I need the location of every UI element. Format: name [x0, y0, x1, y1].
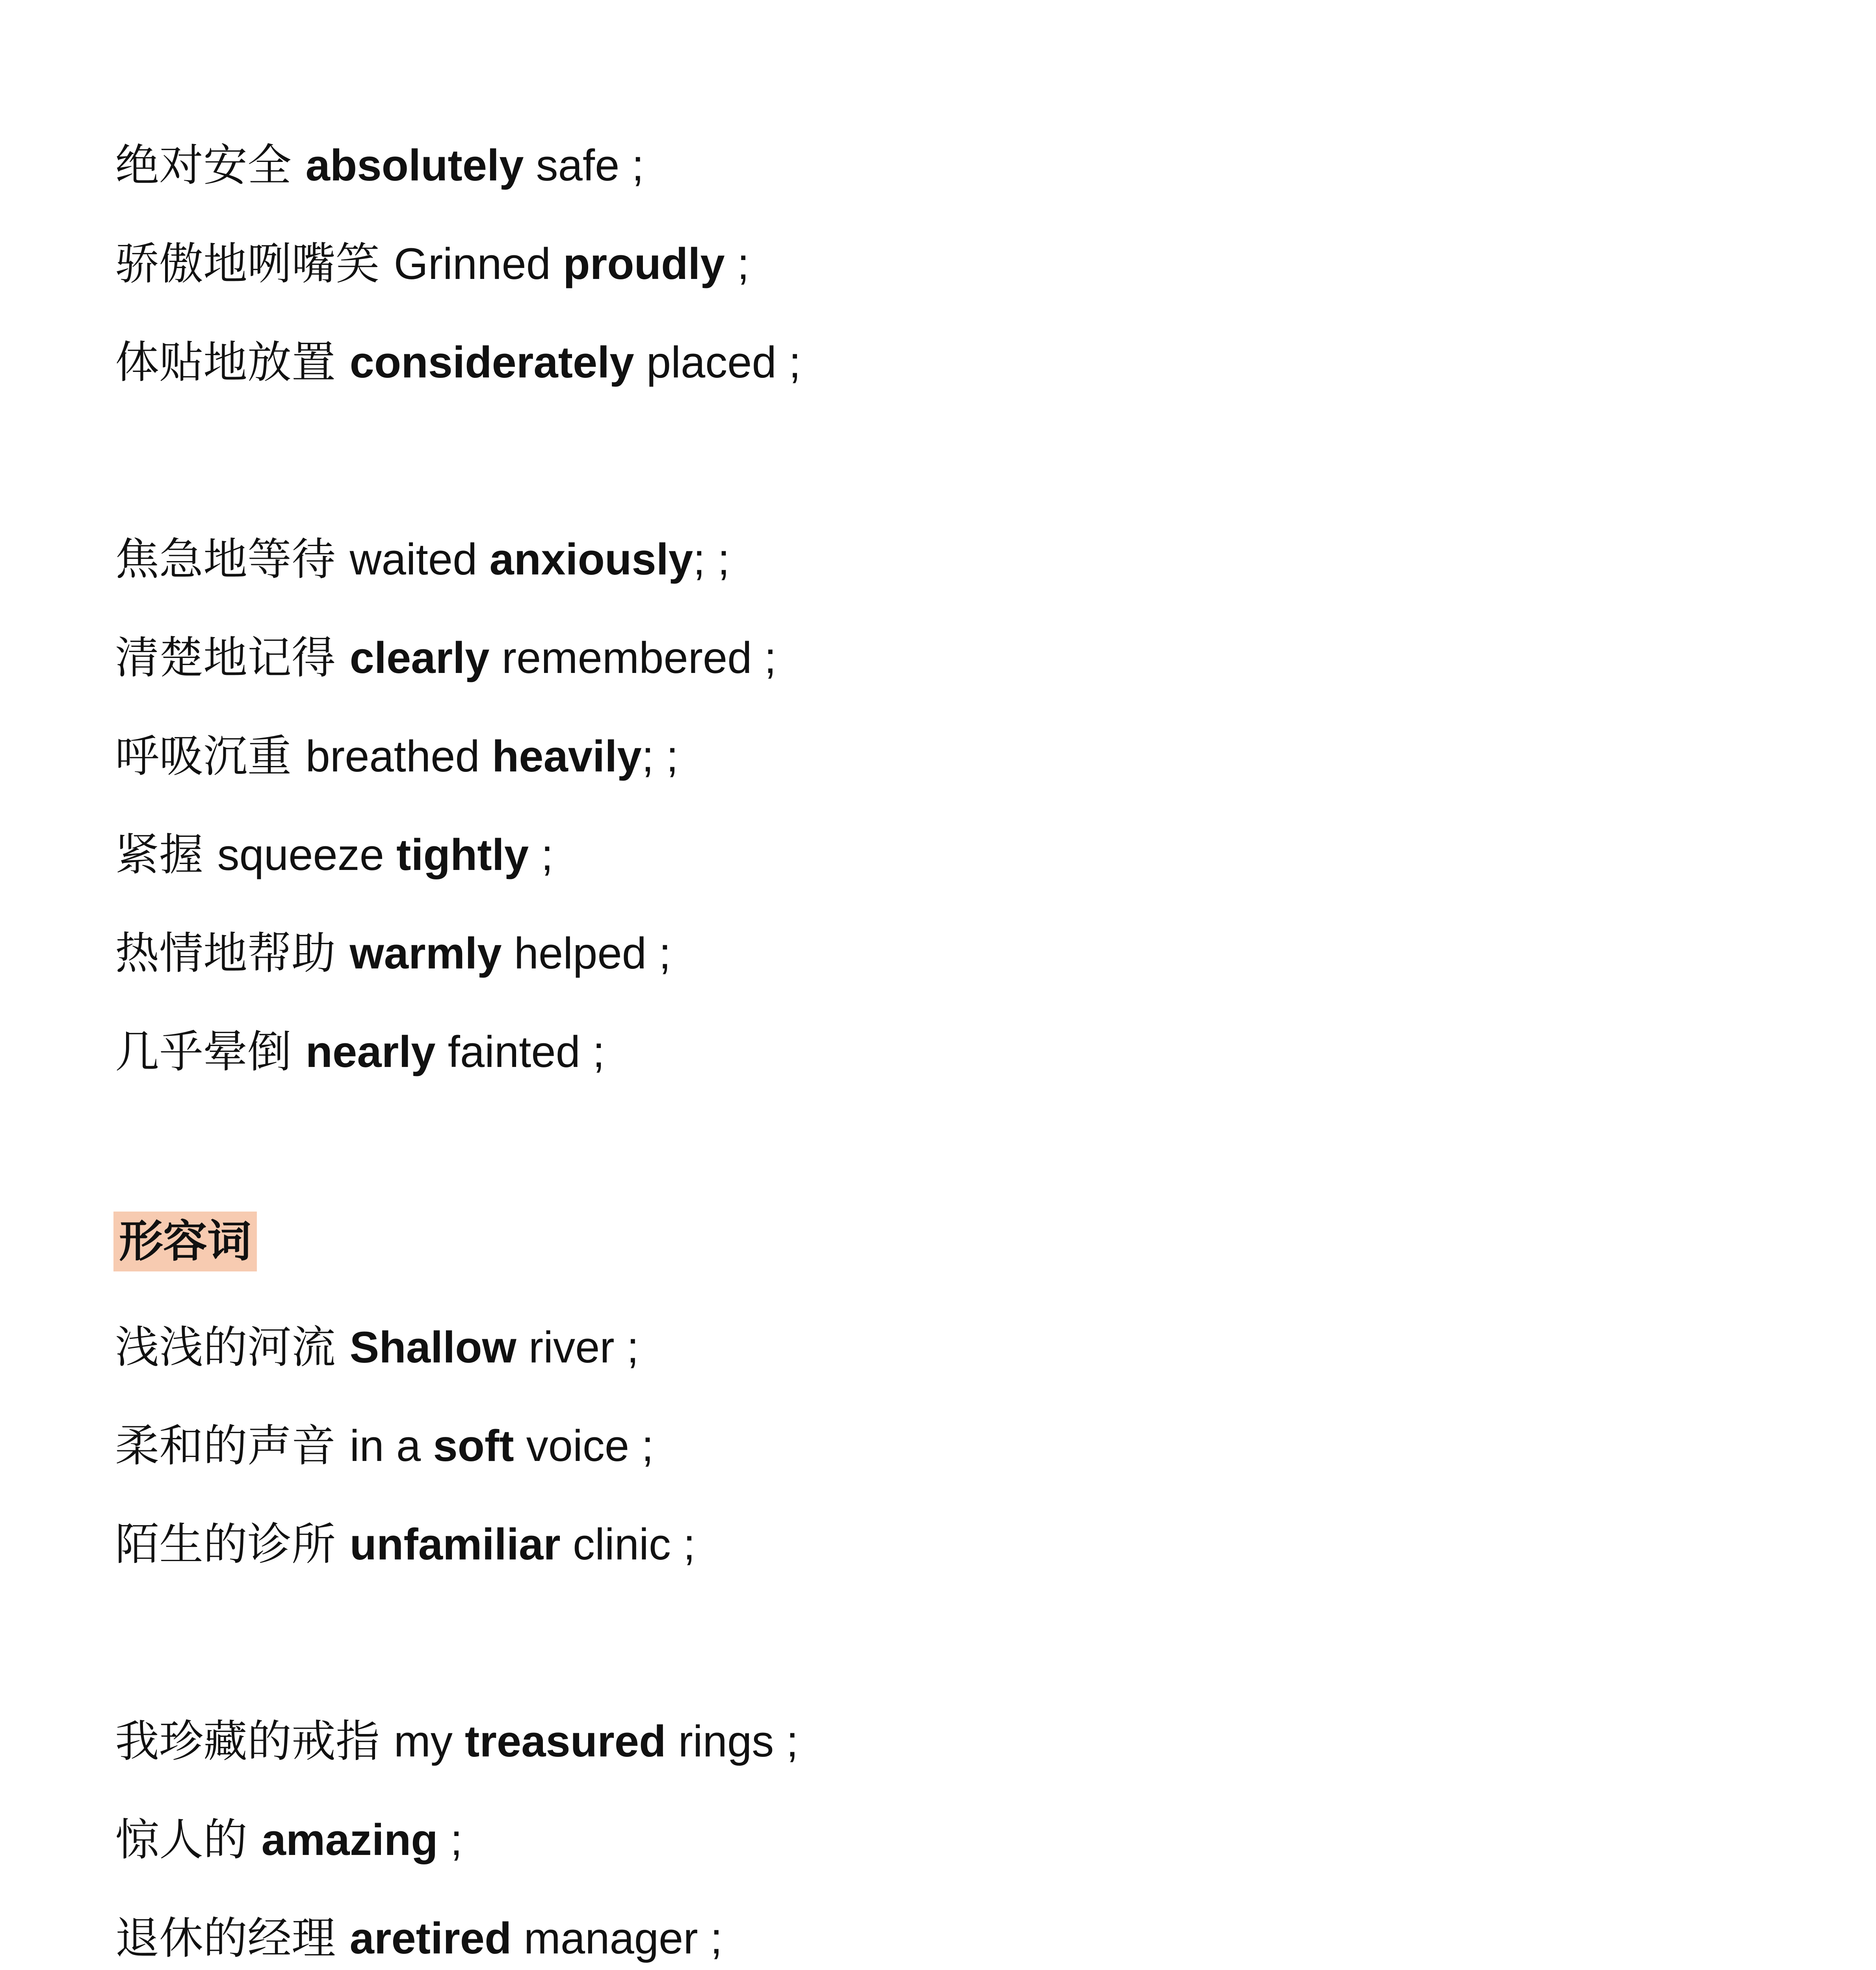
phrase-keyword: tightly: [396, 830, 529, 879]
phrase-english-after: ; ;: [693, 535, 730, 584]
phrase-chinese: 焦急地等待: [115, 534, 350, 585]
phrase-line: [115, 1517, 695, 1572]
phrase-english-after: remembered ;: [489, 633, 776, 682]
phrase-english-after: river ;: [516, 1323, 639, 1372]
phrase-keyword: warmly: [349, 929, 502, 978]
phrase-english-after: safe ;: [524, 141, 644, 190]
phrase-english-after: ;: [529, 830, 554, 879]
phrase-chinese: 浅浅的河流: [115, 1322, 350, 1373]
phrase-keyword: anxiously: [489, 535, 693, 584]
phrase-keyword: treasured: [465, 1717, 666, 1766]
phrase-english-before: breathed: [305, 732, 492, 781]
phrase-chinese: 骄傲地咧嘴笑: [115, 238, 394, 290]
phrase-chinese: 清楚地记得: [115, 632, 350, 684]
phrase-keyword: considerately: [349, 338, 634, 387]
phrase-chinese: 陌生的诊所: [115, 1519, 350, 1570]
section-heading: 形容词: [113, 1212, 257, 1271]
phrase-chinese: 惊人的: [115, 1814, 262, 1866]
phrase-chinese: 退休的经理: [115, 1913, 350, 1964]
phrase-line: [115, 926, 671, 981]
phrase-line: [115, 827, 553, 883]
phrase-keyword: Shallow: [349, 1323, 516, 1372]
phrase-line: [115, 1418, 654, 1474]
phrase-line: [115, 1320, 639, 1375]
phrase-english-after: ; ;: [641, 732, 679, 781]
phrase-english-before: in a: [349, 1421, 433, 1470]
phrase-english-after: clinic ;: [560, 1520, 696, 1569]
phrase-chinese: 呼吸沉重: [115, 731, 306, 782]
phrase-english-after: fainted ;: [435, 1027, 605, 1076]
phrase-line: [115, 532, 730, 587]
phrase-english-after: placed ;: [634, 338, 801, 387]
phrase-keyword: proudly: [563, 239, 725, 288]
phrase-chinese: 柔和的声音: [115, 1420, 350, 1472]
phrase-chinese: 绝对安全: [115, 140, 306, 191]
phrase-english-after: ;: [724, 239, 750, 288]
phrase-keyword: unfamiliar: [349, 1520, 561, 1569]
phrase-english-before: Grinned: [394, 239, 563, 288]
phrase-line: [115, 1714, 799, 1769]
phrase-english-before: my: [394, 1717, 465, 1766]
phrase-english-after: manager ;: [511, 1914, 723, 1963]
phrase-line: [115, 138, 644, 193]
phrase-line: [115, 236, 749, 292]
phrase-keyword: clearly: [349, 633, 490, 682]
phrase-keyword: absolutely: [305, 141, 524, 190]
phrase-chinese: 体贴地放置: [115, 337, 350, 388]
phrase-line: [115, 335, 801, 390]
phrase-chinese: 几乎晕倒: [115, 1026, 306, 1078]
phrase-chinese: 紧握: [115, 829, 217, 881]
phrase-line: [115, 729, 678, 784]
phrase-english-after: helped ;: [502, 929, 671, 978]
phrase-line: [115, 1024, 605, 1080]
phrase-keyword: soft: [433, 1421, 514, 1470]
phrase-line: [115, 630, 776, 686]
phrase-line: [115, 1911, 723, 1966]
phrase-keyword: nearly: [305, 1027, 436, 1076]
phrase-english-after: ;: [438, 1815, 462, 1864]
phrase-chinese: 热情地帮助: [115, 928, 350, 979]
phrase-chinese: 我珍藏的戒指: [115, 1716, 394, 1767]
phrase-keyword: heavily: [492, 732, 642, 781]
phrase-keyword: aretired: [349, 1914, 512, 1963]
phrase-english-before: waited: [349, 535, 490, 584]
phrase-english-before: squeeze: [217, 830, 397, 879]
phrase-english-after: voice ;: [514, 1421, 654, 1470]
phrase-english-after: rings ;: [666, 1717, 799, 1766]
phrase-keyword: amazing: [261, 1815, 438, 1864]
phrase-line: [115, 1812, 462, 1868]
